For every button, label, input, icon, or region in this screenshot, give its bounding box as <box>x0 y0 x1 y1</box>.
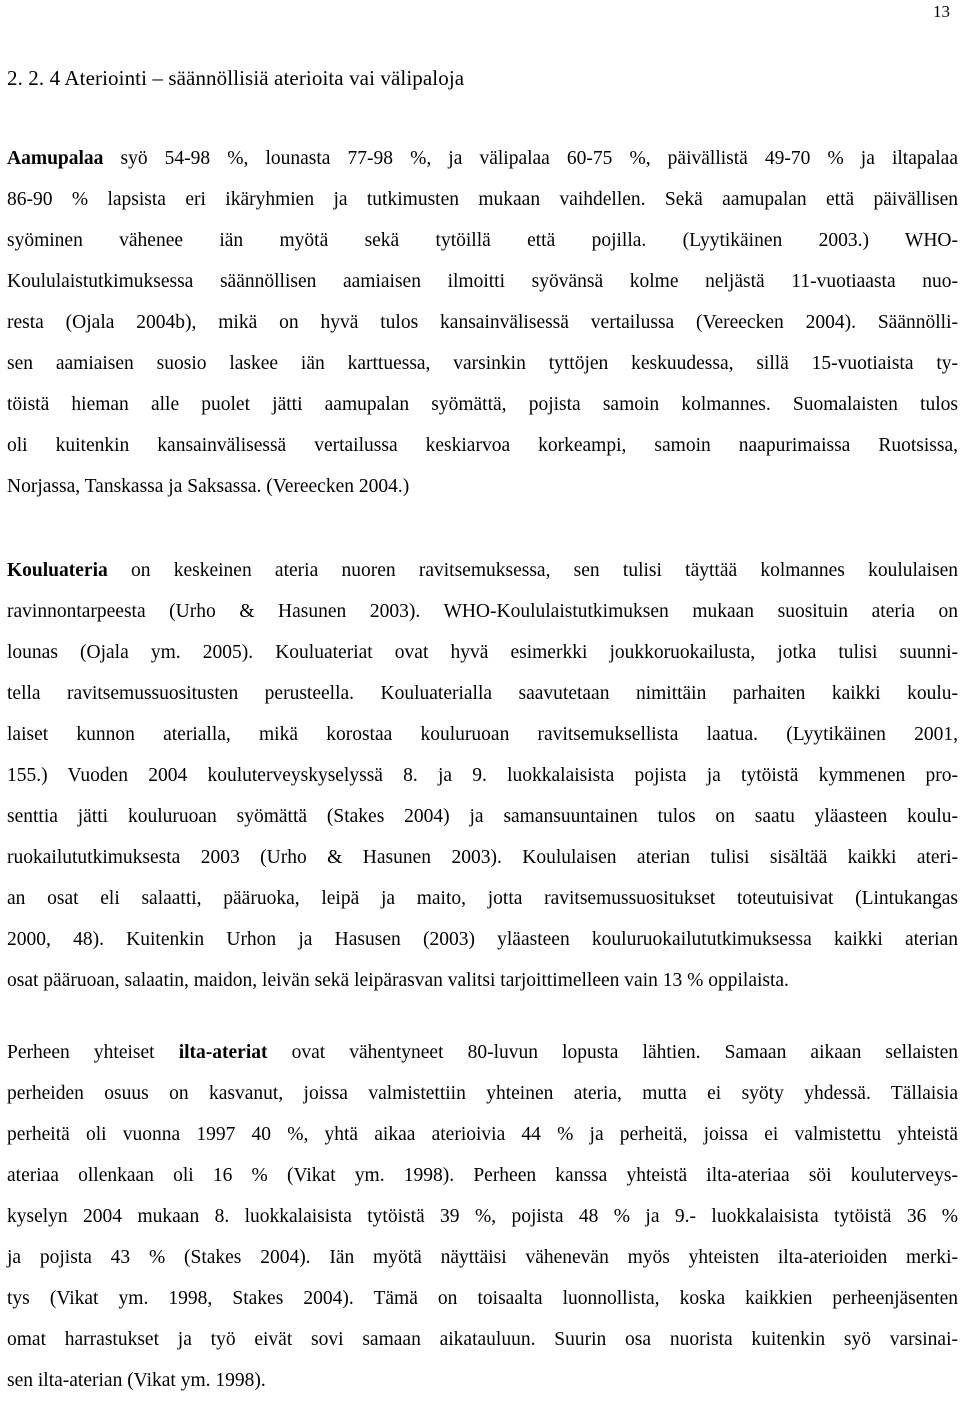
text-line <box>7 558 958 584</box>
text-line <box>7 146 958 172</box>
line-text: sen ilta-aterian (Vikat ym. 1998). <box>7 1369 266 1391</box>
text-line <box>7 1122 958 1148</box>
line-text: 86-90 % lapsista eri ikäryhmien ja tutkimusten mukaan vaihdellen. Sekä aamupalan että päivällisen <box>7 188 958 210</box>
line-text: kyselyn 2004 mukaan 8. luokkalaisista tytöistä 39 %, pojista 48 % ja 9.- luokkalaisista tytöistä 36 % <box>7 1205 958 1227</box>
text-line <box>7 1245 958 1271</box>
line-text: ateriaa ollenkaan oli 16 % (Vikat ym. 1998). Perheen kanssa yhteistä ilta-ateriaa söi kouluterveys- <box>7 1164 958 1186</box>
page-number: 13 <box>933 2 950 21</box>
text-line <box>7 1327 958 1353</box>
text-line <box>7 433 958 459</box>
line-text: töistä hieman alle puolet jätti aamupalan syömättä, pojista samoin kolmannes. Suomalaisten tulos <box>7 393 958 415</box>
bold-term: ilta-ateriat <box>178 1042 268 1063</box>
line-text: Norjassa, Tanskassa ja Saksassa. (Vereecken 2004.) <box>7 475 410 497</box>
line-text: an osat eli salaatti, pääruoka, leipä ja maito, jotta ravitsemussuositukset toteutuisivat (Lintukangas <box>7 887 958 909</box>
text-line <box>7 886 958 912</box>
line-prefix: Perheen yhteiset <box>7 1042 179 1063</box>
text-line <box>7 474 958 500</box>
text-line <box>7 722 958 748</box>
text-line <box>7 681 958 707</box>
text-line <box>7 763 958 789</box>
line-text: resta (Ojala 2004b), mikä on hyvä tulos kansainvälisessä vertailussa (Vereecken 2004). Säännölli- <box>7 311 958 333</box>
line-text: Koululaistutkimuksessa säännöllisen aamiaisen ilmoitti syövänsä kolme neljästä 11-vuotiaasta nuo- <box>7 270 958 292</box>
line-text: ovat vähentyneet 80-luvun lopusta lähtien. Samaan aikaan sellaisten <box>267 1042 958 1063</box>
text-line <box>7 1286 958 1312</box>
line-text: syöminen vähenee iän myötä sekä tytöillä että pojilla. (Lyytikäinen 2003.) WHO- <box>7 229 958 251</box>
text-line <box>7 968 958 994</box>
line-text: tys (Vikat ym. 1998, Stakes 2004). Tämä on toisaalta luonnollista, koska kaikkien perheenjäsenten <box>7 1287 958 1309</box>
line-text: senttia jätti kouluruoan syömättä (Stakes 2004) ja samansuuntainen tulos on saatu yläasteen koulu- <box>7 805 958 827</box>
line-text: perheiden osuus on kasvanut, joissa valmistettiin yhteinen ateria, mutta ei syöty yhdessä. Tällaisia <box>7 1082 958 1104</box>
line-text: ravinnontarpeesta (Urho & Hasunen 2003). WHO-Koululaistutkimuksen mukaan suosituin ateria on <box>7 600 958 622</box>
text-line <box>7 1040 958 1066</box>
text-line <box>7 187 958 213</box>
text-line <box>7 269 958 295</box>
line-text: on keskeinen ateria nuoren ravitsemuksessa, sen tulisi täyttää kolmannes koululaisen <box>107 560 958 581</box>
section-heading: 2. 2. 4 Ateriointi – säännöllisiä aterioita vai välipaloja <box>7 66 465 90</box>
text-line <box>7 927 958 953</box>
line-text: lounas (Ojala ym. 2005). Kouluateriat ovat hyvä esimerkki joukkoruokailusta, jotka tulisi suunni- <box>7 641 958 663</box>
line-text: syö 54-98 %, lounasta 77-98 %, ja välipalaa 60-75 %, päivällistä 49-70 % ja iltapalaa <box>103 148 958 169</box>
line-text: ruokailututkimuksesta 2003 (Urho & Hasunen 2003). Koululaisen aterian tulisi sisältää kaikki ateri- <box>7 846 958 868</box>
line-text: oli kuitenkin kansainvälisessä vertailussa keskiarvoa korkeampi, samoin naapurimaissa Ruotsissa, <box>7 434 958 456</box>
line-text: ja pojista 43 % (Stakes 2004). Iän myötä näyttäisi vähenevän myös yhteisten ilta-aterioiden merki- <box>7 1246 958 1268</box>
line-text: omat harrastukset ja työ eivät sovi samaan aikatauluun. Suurin osa nuorista kuitenkin syö varsinai- <box>7 1328 958 1350</box>
text-line <box>7 1163 958 1189</box>
text-line <box>7 1368 958 1394</box>
line-text: osat pääruoan, salaatin, maidon, leivän sekä leipärasvan valitsi tarjoittimelleen vain 13 % oppilaista. <box>7 969 789 991</box>
bold-term: Kouluateria <box>7 560 108 581</box>
line-text: 2000, 48). Kuitenkin Urhon ja Hasusen (2003) yläasteen kouluruokailututkimuksessa kaikki aterian <box>7 928 958 950</box>
text-line <box>7 351 958 377</box>
text-line <box>7 640 958 666</box>
text-line <box>7 804 958 830</box>
line-text: laiset kunnon aterialla, mikä korostaa kouluruoan ravitsemuksellista laatua. (Lyytikäinen 2001, <box>7 723 958 745</box>
line-text: tella ravitsemussuositusten perusteella. Kouluaterialla saavutetaan nimittäin parhaiten kaikki koulu- <box>7 682 958 704</box>
line-text: perheitä oli vuonna 1997 40 %, yhtä aikaa aterioivia 44 % ja perheitä, joissa ei valmistettu yhteistä <box>7 1123 958 1145</box>
text-line <box>7 845 958 871</box>
line-text: sen aamiaisen suosio laskee iän karttuessa, varsinkin tyttöjen keskuudessa, sillä 15-vuotiaista ty- <box>7 352 958 374</box>
bold-term: Aamupalaa <box>7 148 104 169</box>
text-line <box>7 228 958 254</box>
text-line <box>7 1081 958 1107</box>
text-line <box>7 599 958 625</box>
line-text: 155.) Vuoden 2004 kouluterveyskyselyssä 8. ja 9. luokkalaisista pojista ja tytöistä kymmenen pro- <box>7 764 958 786</box>
text-line <box>7 1204 958 1230</box>
text-line <box>7 310 958 336</box>
text-line <box>7 392 958 418</box>
